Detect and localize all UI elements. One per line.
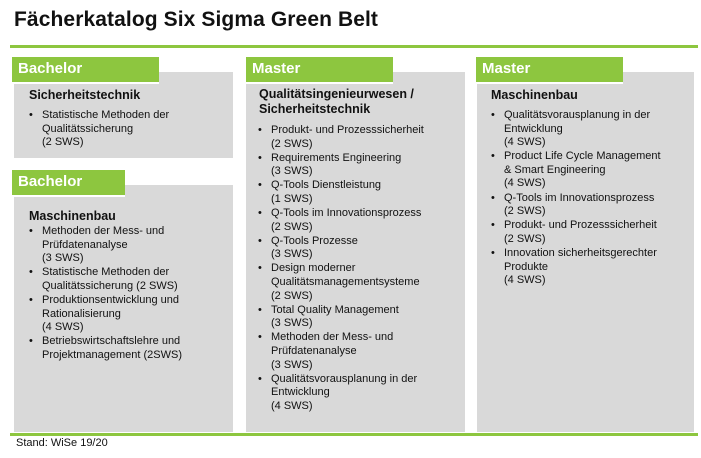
tag-master-2: Master <box>476 57 623 82</box>
heading-line: Sicherheitstechnik <box>259 102 371 116</box>
list-item-line: • Q-Tools im Innovationsprozess <box>504 191 655 204</box>
heading-maschinenbau-bachelor: Maschinenbau <box>29 209 116 223</box>
list-item-line: • Produkt- und Prozesssicherheit <box>504 219 657 232</box>
list-item-line: • Methoden der Mess- und <box>42 225 165 237</box>
list-item-line: (3 SWS) <box>271 248 313 261</box>
footer-divider <box>10 433 698 436</box>
list-item-line: (2 SWS) <box>42 136 84 149</box>
tag-master-1: Master <box>246 57 393 82</box>
list-item-line: Prüfdatenanalyse <box>42 238 128 251</box>
list-master-2 <box>491 109 691 288</box>
list-item-line: Prüfdatenanalyse <box>271 345 357 357</box>
list-item-line: (4 SWS) <box>504 177 546 190</box>
heading-qualitaetsingenieurwesen <box>259 87 414 117</box>
list-item-line: Qualitätssicherung (2 SWS) <box>42 279 178 292</box>
list-item-line: (3 SWS) <box>271 165 313 178</box>
list-item-line: • Total Quality Management <box>271 303 399 316</box>
list-item-line: • Statistische Methoden der <box>42 266 170 279</box>
list-item-line: • Q-Tools Dienstleistung <box>271 179 382 192</box>
list-item-line: (2 SWS) <box>504 205 546 218</box>
list-item-line: • Qualitätsvorausplanung in der <box>271 372 418 385</box>
list-item-line: (4 SWS) <box>42 321 84 334</box>
list-item <box>29 294 229 335</box>
list-item-line: • Methoden der Mess- und <box>271 331 394 344</box>
list-item-line: (2 SWS) <box>271 220 313 233</box>
list-item-line: (2 SWS) <box>504 232 546 245</box>
list-item <box>491 247 691 288</box>
list-item-line: (1 SWS) <box>271 192 313 205</box>
list-item <box>258 373 463 414</box>
page-title: Fächerkatalog Six Sigma Green Belt <box>14 8 379 31</box>
list-item <box>29 335 229 362</box>
list-item-line: • Betriebswirtschaftslehre und <box>42 335 181 348</box>
list-item-line: Entwicklung <box>271 386 330 399</box>
list-item-line: Produkte <box>504 260 549 273</box>
list-item <box>258 207 463 234</box>
list-item <box>491 192 691 219</box>
list-master-1 <box>258 124 463 414</box>
list-item-line: Qualitätsmanagementsysteme <box>271 276 420 289</box>
heading-maschinenbau-master: Maschinenbau <box>491 88 578 102</box>
list-item-line: (3 SWS) <box>271 317 313 330</box>
list-item <box>491 150 691 191</box>
list-item <box>258 304 463 331</box>
list-item <box>258 262 463 303</box>
list-item-line: Projektmanagement (2SWS) <box>42 348 182 361</box>
list-item-line: • Qualitätsvorausplanung in der <box>504 109 651 121</box>
list-item <box>258 124 463 151</box>
list-item-line: (3 SWS) <box>271 358 313 371</box>
list-item-line: • Product Life Cycle Management <box>504 150 661 163</box>
list-item-line: Qualitätssicherung <box>42 122 134 135</box>
list-item <box>29 225 229 266</box>
list-item <box>491 219 691 246</box>
list-item-line: (3 SWS) <box>42 252 84 265</box>
list-item-line: (2 SWS) <box>271 137 313 150</box>
tag-bachelor-2: Bachelor <box>12 170 125 195</box>
list-item <box>491 109 691 150</box>
list-item-line: Rationalisierung <box>42 307 121 320</box>
list-item-line: (4 SWS) <box>504 274 546 287</box>
list-bachelor-2 <box>29 225 229 363</box>
tag-bachelor-1: Bachelor <box>12 57 159 82</box>
heading-sicherheitstechnik: Sicherheitstechnik <box>29 88 141 102</box>
list-item-line: • Design moderner <box>271 262 356 275</box>
list-item-line: • Produktionsentwicklung und <box>42 293 179 306</box>
heading-line: Qualitätsingenieurwesen / <box>259 87 414 101</box>
footer-status: Stand: WiSe 19/20 <box>16 437 108 449</box>
list-item <box>258 235 463 262</box>
list-bachelor-1 <box>29 109 229 150</box>
list-item-line: (2 SWS) <box>271 289 313 302</box>
list-item-line: • Innovation sicherheitsgerechter <box>504 246 657 259</box>
list-item-line: • Statistische Methoden der <box>42 109 170 121</box>
list-item-line: (4 SWS) <box>271 399 313 412</box>
list-item-line: & Smart Engineering <box>504 163 606 176</box>
title-divider <box>10 45 698 48</box>
list-item-line: • Q-Tools im Innovationsprozess <box>271 207 422 220</box>
list-item-line: • Requirements Engineering <box>271 151 402 164</box>
list-item-line: (4 SWS) <box>504 136 546 149</box>
list-item <box>258 179 463 206</box>
list-item <box>29 109 229 150</box>
list-item-line: • Q-Tools Prozesse <box>271 234 358 247</box>
list-item-line: • Produkt- und Prozesssicherheit <box>271 124 424 136</box>
list-item <box>258 331 463 372</box>
list-item <box>29 266 229 293</box>
list-item <box>258 152 463 179</box>
list-item-line: Entwicklung <box>504 122 563 135</box>
